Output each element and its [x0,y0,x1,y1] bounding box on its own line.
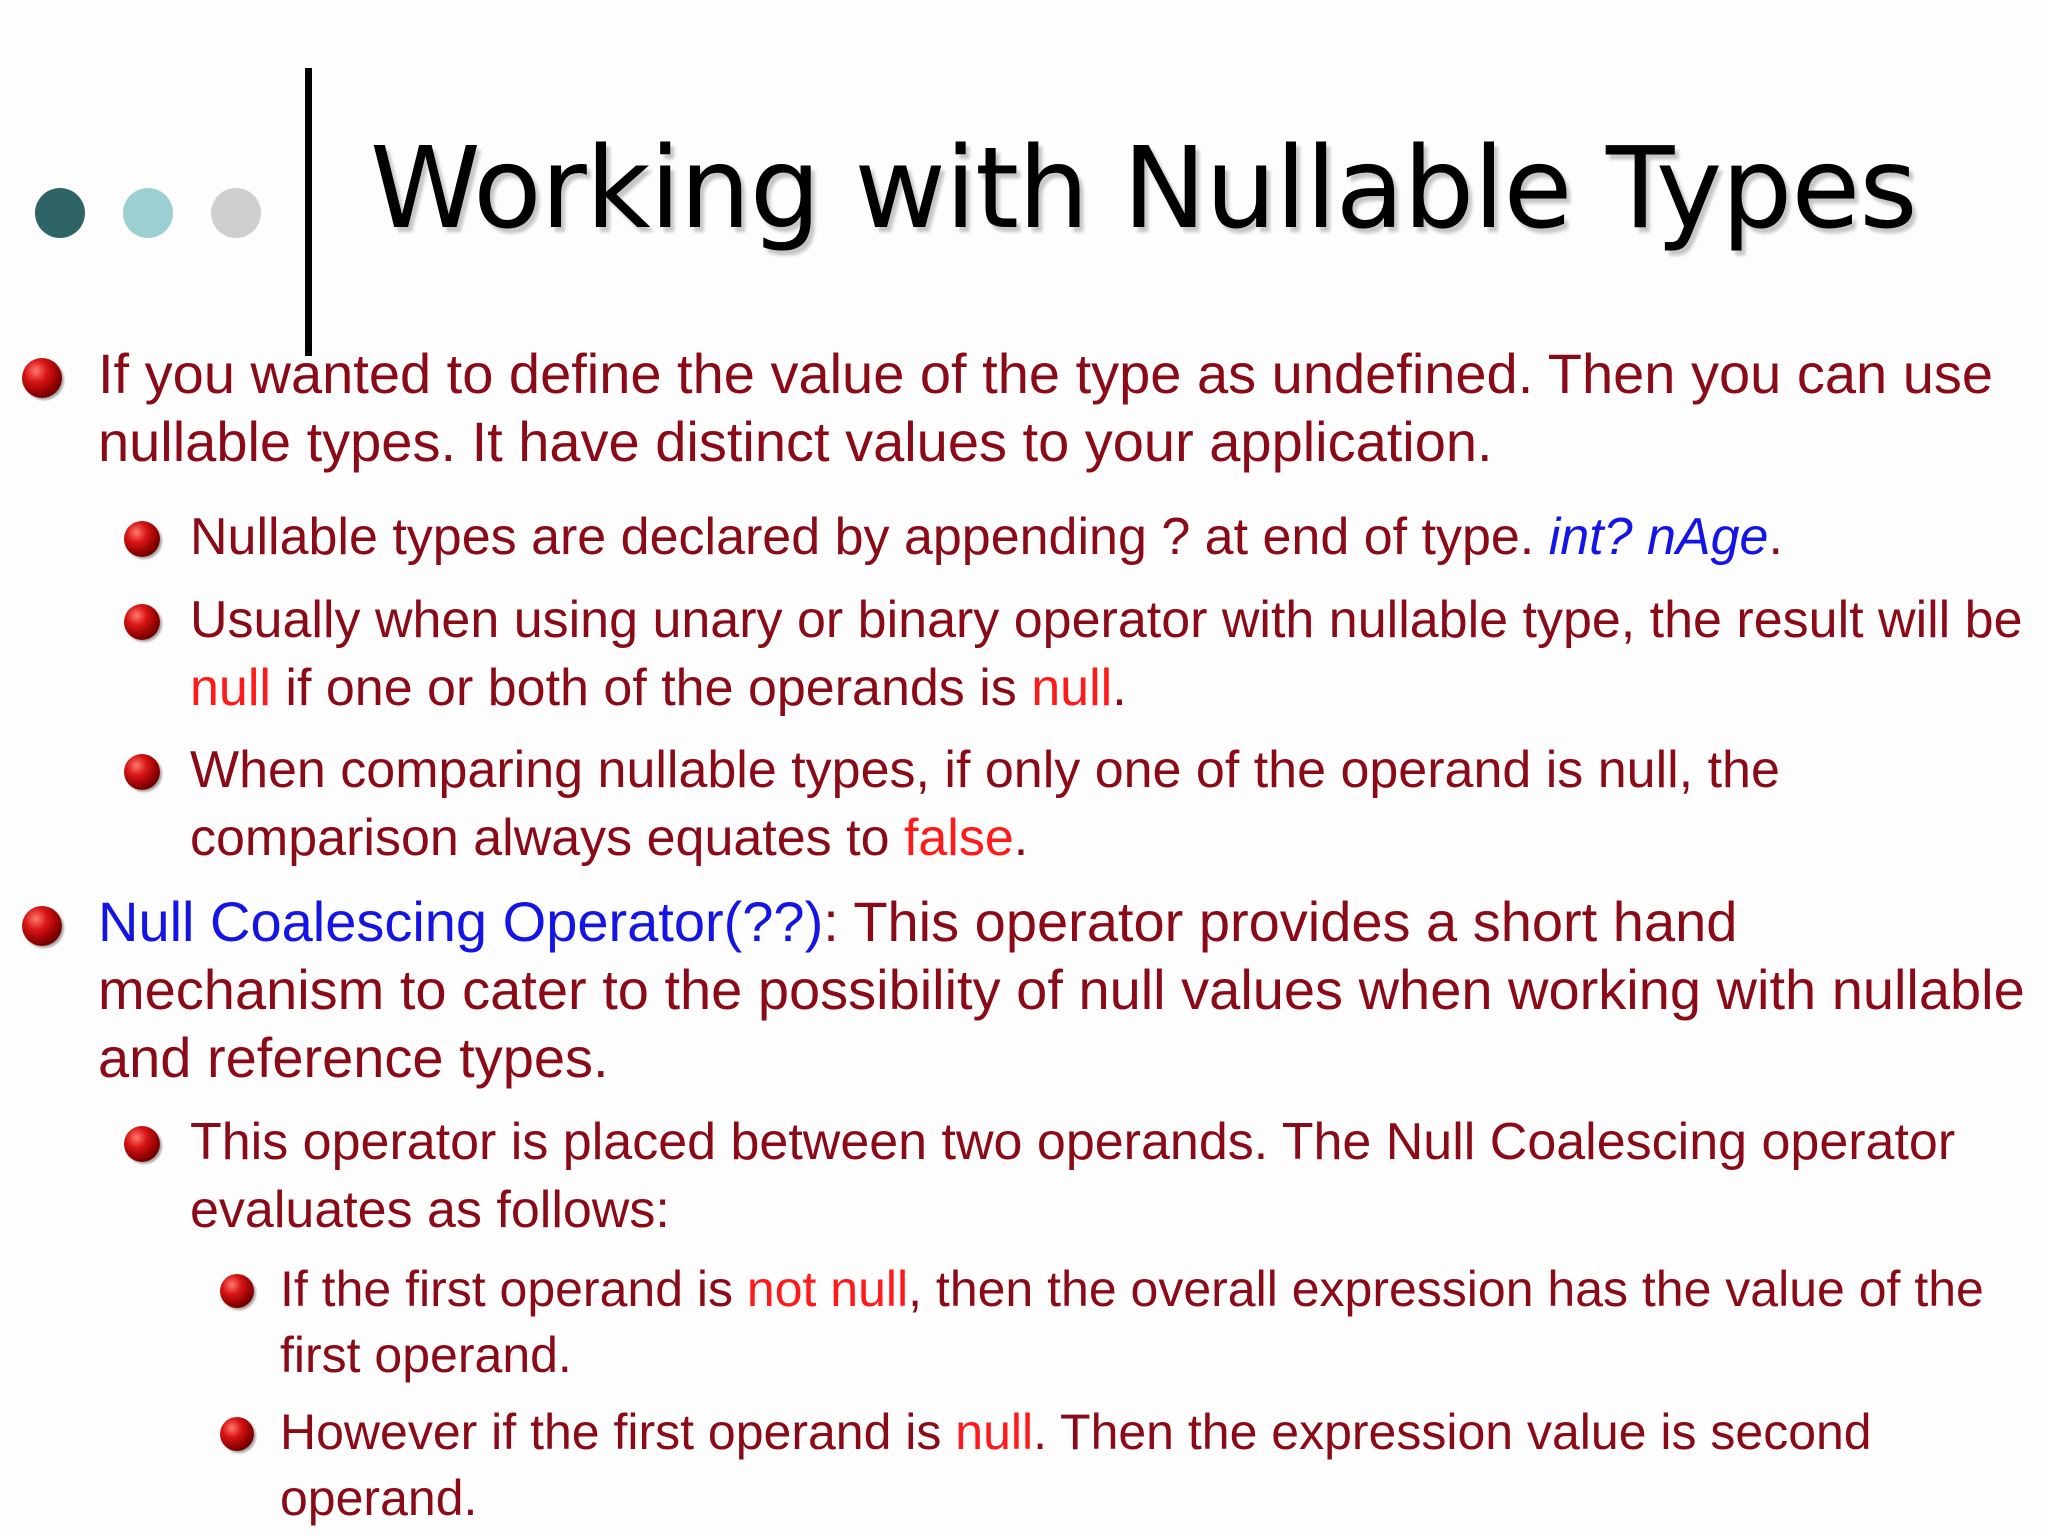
bullet-item-declaration [190,503,2040,571]
term-null-coalescing: Null Coalescing Operator(??) [98,890,824,953]
bullet-text-part: . [1768,508,1783,566]
bullet-icon [124,1126,160,1162]
header-dot-dark-teal [35,188,85,238]
highlight-keyword: null [1031,659,1113,717]
bullet-text-part: . Then the expression value is second operand. [280,1404,1872,1526]
code-sample: int? nAge [1548,508,1769,566]
title-divider [305,68,312,356]
bullet-text-part: When comparing nullable types, if only one of the operand is null, the comparison always equates to [190,741,1780,867]
bullet-text-part: if one or both of the operands is [270,659,1032,717]
bullet-text-part: However if the first operand is [280,1404,956,1460]
bullet-item-null-case [280,1399,2020,1531]
bullet-item-nullable-intro [98,340,2028,476]
bullet-icon [124,521,160,557]
bullet-text-part: . [1013,809,1029,867]
highlight-keyword: false [903,809,1014,867]
header-dot-light-teal [123,188,173,238]
bullet-icon [22,358,62,398]
bullet-text-part: : This operator provides a short hand mechanism to cater to the possibility of null values when working with nullable and reference types. [98,890,2025,1089]
bullet-item-operator-placement [190,1108,2040,1244]
bullet-icon [220,1417,254,1451]
bullet-text [190,586,2040,722]
bullet-icon [124,604,160,640]
bullet-text [98,888,2028,1092]
bullet-icon [22,906,62,946]
bullet-item-comparison [190,736,2040,872]
bullet-text-part: Usually when using unary or binary operator with nullable type, the result will be [190,591,2023,649]
bullet-item-not-null-case [280,1256,2020,1388]
bullet-text [190,736,2040,872]
bullet-icon [124,754,160,790]
bullet-icon [220,1274,254,1308]
highlight-keyword: null [190,659,271,717]
highlight-keyword: not null [746,1261,909,1317]
bullet-text-part: . [1112,659,1127,717]
header-dot-gray [211,188,261,238]
bullet-text: This operator is placed between two operands. The Null Coalescing operator evaluates as follows: [190,1113,1956,1239]
bullet-text [190,503,2040,571]
bullet-text: If you wanted to define the value of the type as undefined. Then you can use nullable types. It have distinct values to your application. [98,342,1993,473]
bullet-text-part: If the first operand is [280,1261,747,1317]
bullet-text [280,1399,2020,1531]
header-dots [35,188,261,238]
bullet-item-null-coalescing [98,888,2028,1092]
slide-title: Working with Nullable Types [370,124,1917,254]
highlight-keyword: null [955,1404,1034,1460]
bullet-text [280,1256,2020,1388]
bullet-text-part: Nullable types are declared by appending ? at end of type. [190,508,1549,566]
bullet-item-operators [190,586,2040,722]
bullet-text-part: , then the overall expression has the value of the first operand. [280,1261,1984,1383]
